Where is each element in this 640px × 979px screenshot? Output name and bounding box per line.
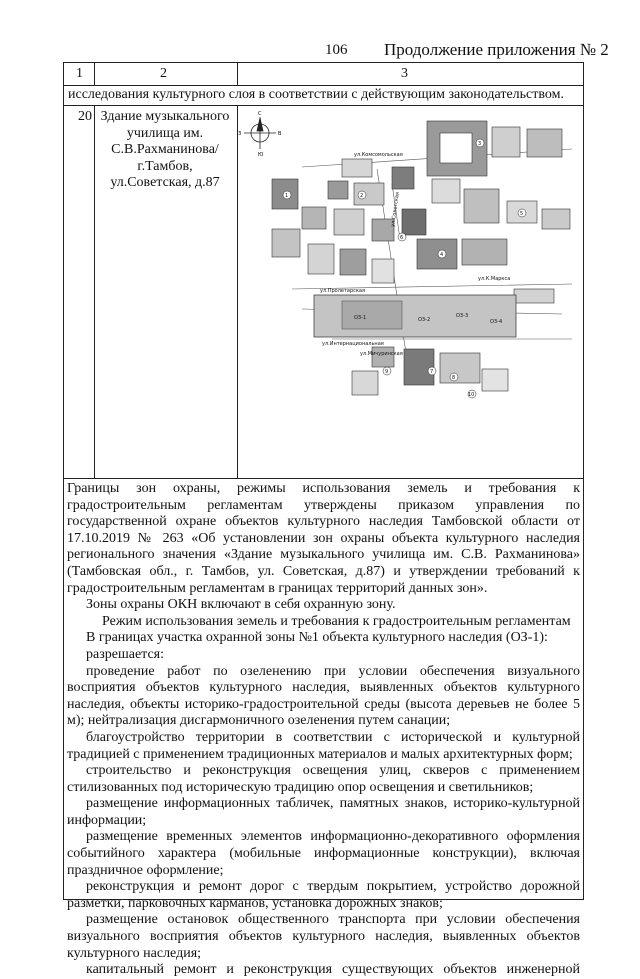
paragraph: размещение остановок общественного транспорта при условии обеспечения визуального восприятия объектов культурного наследия, выявленных объектов культурного наследия; bbox=[67, 912, 580, 961]
paragraph: капитальный ремонт и реконструкция существующих объектов инженерной bbox=[86, 962, 580, 978]
document-table bbox=[63, 62, 584, 978]
object-marker: 7 bbox=[430, 369, 434, 375]
col-divider-1 bbox=[94, 63, 95, 85]
page-number: 106 bbox=[325, 42, 348, 58]
street-label: ул.Мичуринская bbox=[360, 351, 403, 357]
street-label: ул.К.Маркса bbox=[478, 276, 511, 282]
continuation-text: исследования культурного слоя в соответствии с действующим законодательством. bbox=[68, 87, 564, 102]
zone-label: ОЗ-2 bbox=[418, 317, 431, 323]
table-row bbox=[64, 105, 583, 479]
street-label: ул.Комсомольская bbox=[354, 152, 403, 158]
street-label: ул.Советская bbox=[390, 191, 401, 228]
paragraph: разрешается: bbox=[86, 646, 164, 662]
compass-letter: Ю bbox=[258, 152, 264, 158]
protection-zone bbox=[314, 295, 516, 337]
object-marker: 6 bbox=[400, 235, 404, 241]
paragraph: реконструкция и ремонт дорог с твердым покрытием, устройство дорожной разметки, парковочных карманов, установка дорожных знаков; bbox=[67, 879, 580, 911]
object-marker: 10 bbox=[468, 392, 475, 398]
col-divider-2 bbox=[237, 105, 238, 478]
paragraph: Границы зон охраны, режимы использования земель и требования к градостроительным регламентам утверждены приказом управления по государственной охране объектов культурного наследия Тамбовской области от 17.10.2019 № 263 «Об установлении зон охраны объекта культурного наследия регионального значения «Здание музыкального училища им. С.В. Рахманинова» (Тамбовская обл., г. Тамбов, ул. Советская, д.87) и утверждении требований к градостроительным регламентам в границах территорий данных зон». bbox=[67, 481, 580, 596]
object-marker: 8 bbox=[452, 375, 456, 381]
object-name-line: г.Тамбов, bbox=[137, 158, 193, 174]
object-name-line: С.В.Рахманинова/ bbox=[111, 142, 219, 157]
appendix-title: Продолжение приложения № 2 bbox=[384, 40, 609, 59]
paragraph: размещение информационных табличек, памятных знаков, историко-культурной информации; bbox=[67, 796, 580, 828]
buildings bbox=[272, 121, 570, 395]
paragraph: размещение временных элементов информационно-декоративного оформления событийного характера (мобильные информационные конструкции), включая праздничное оформление; bbox=[67, 829, 580, 878]
street-label: ул.Пролетарская bbox=[320, 288, 365, 294]
object-marker: 1 bbox=[285, 193, 289, 199]
compass-letter: С bbox=[258, 111, 262, 117]
zone-label: ОЗ-1 bbox=[354, 315, 367, 321]
object-name-line: училища им. bbox=[126, 125, 204, 141]
object-marker: 9 bbox=[385, 369, 389, 375]
paragraph: благоустройство территории в соответствии с исторической и культурной традицией с применением традиционных материалов и малых архитектурных форм; bbox=[67, 729, 580, 762]
col-header-1: 1 bbox=[76, 66, 83, 81]
compass-icon bbox=[244, 117, 276, 149]
col-divider-2 bbox=[237, 63, 238, 85]
object-name-line: ул.Советская, д.87 bbox=[110, 175, 220, 190]
paragraph: Зоны охраны ОКН включают в себя охранную зону. bbox=[86, 597, 396, 613]
row-number: 20 bbox=[78, 109, 92, 124]
col-header-2: 2 bbox=[160, 66, 167, 81]
table-header-row bbox=[64, 63, 583, 86]
object-marker: 2 bbox=[360, 193, 364, 199]
object-marker: 3 bbox=[478, 141, 482, 147]
zone-label: ОЗ-3 bbox=[456, 313, 469, 319]
object-marker: 4 bbox=[440, 252, 444, 258]
compass-letter: З bbox=[238, 131, 242, 137]
regulation-text bbox=[64, 481, 585, 979]
section-heading: Режим использования земель и требования к градостроительным регламентам bbox=[102, 613, 571, 629]
street-label: ул.Интернациональная bbox=[322, 341, 384, 347]
object-name-line: Здание музыкального bbox=[100, 109, 230, 124]
zone-map bbox=[238, 109, 580, 405]
col-divider-1 bbox=[94, 105, 95, 478]
compass-letter: В bbox=[278, 131, 282, 137]
col-header-3: 3 bbox=[401, 66, 408, 81]
object-name bbox=[96, 109, 234, 192]
continuation-row bbox=[64, 85, 583, 106]
paragraph: проведение работ по озеленению при условии обеспечения визуального восприятия объектов культурного наследия, выявленных объектов культурного наследия, объекты историко-градостроительной среды (высота деревьев не более 5 м); нейтрализация дисгармоничного озеленения путем санации; bbox=[67, 663, 580, 729]
paragraph: В границах участка охранной зоны №1 объекта культурного наследия (ОЗ-1): bbox=[86, 630, 548, 646]
object-marker: 5 bbox=[520, 211, 524, 217]
paragraph: строительство и реконструкция освещения улиц, скверов с применением стилизованных под историческую традицию опор освещения и светильников; bbox=[67, 763, 580, 795]
zone-label: ОЗ-4 bbox=[490, 319, 503, 325]
